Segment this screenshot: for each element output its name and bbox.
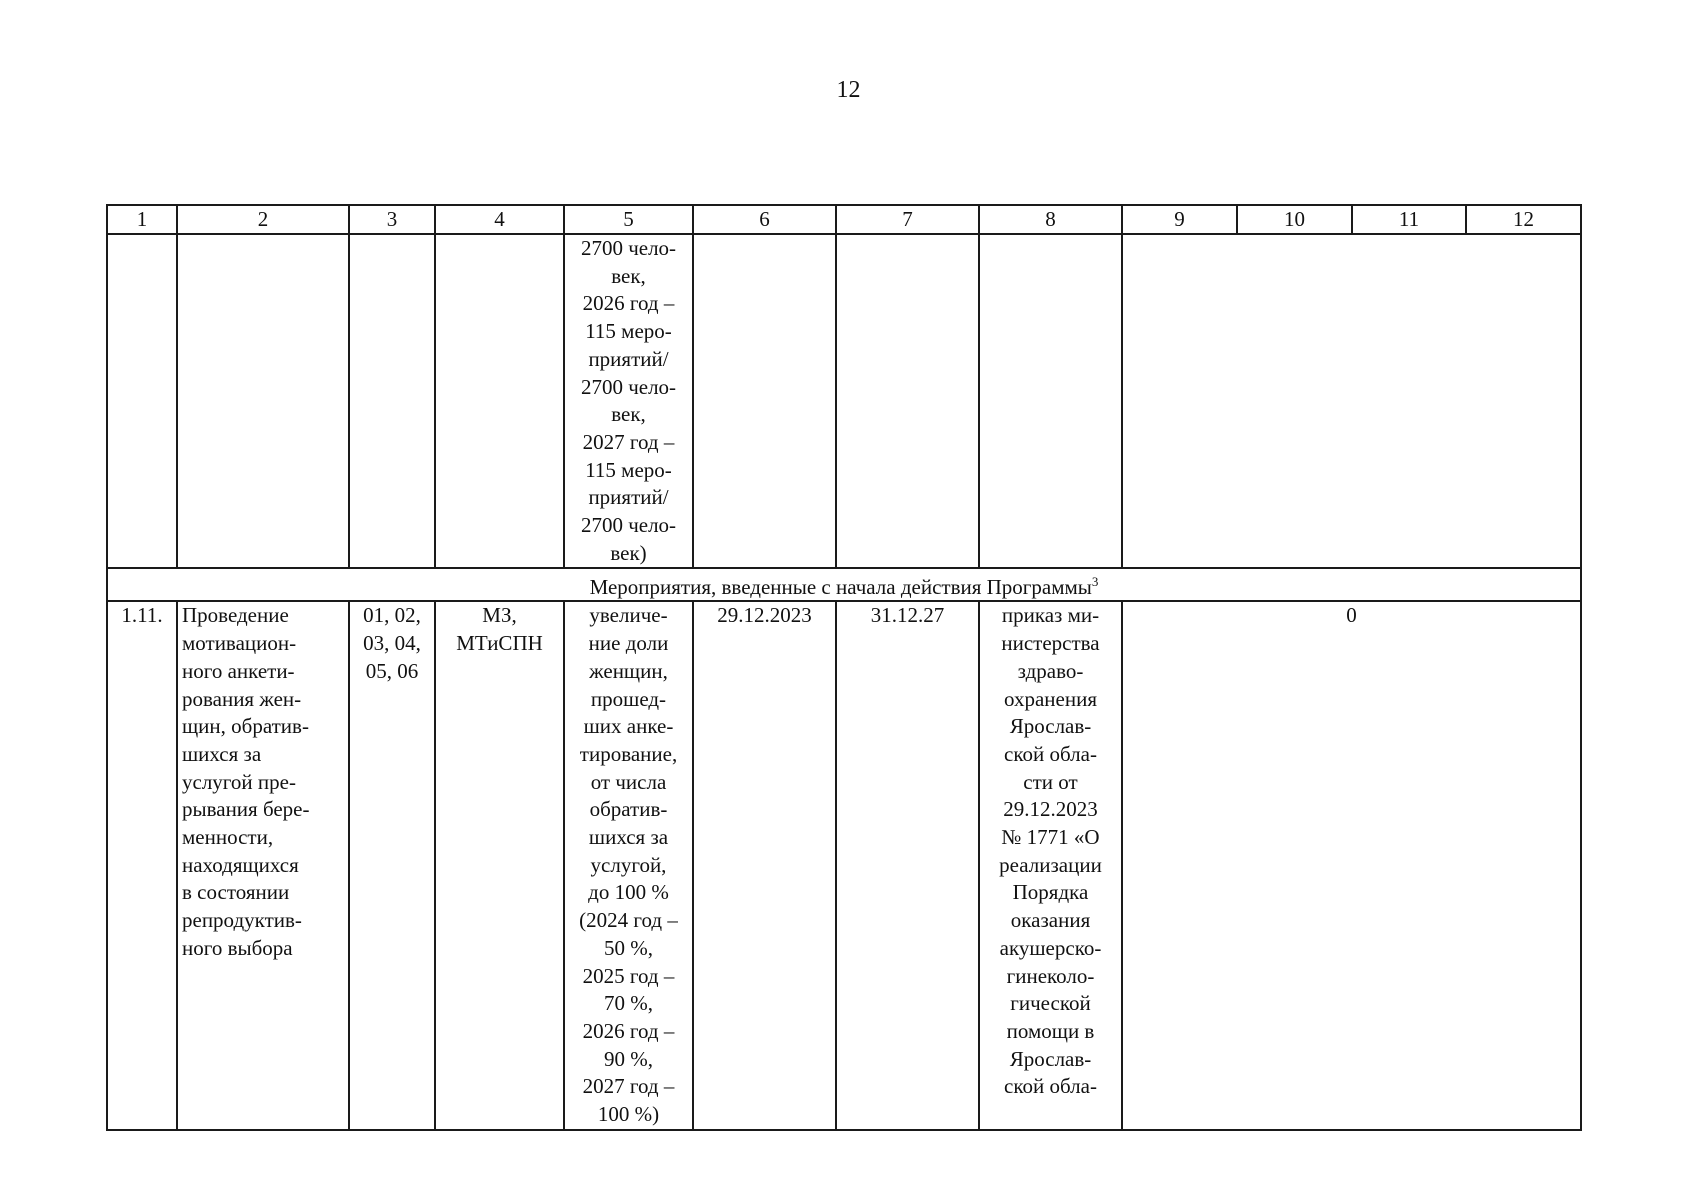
- activity-document: приказ ми- нистерства здраво- охранения Ярослав- ской обла- сти от 29.12.2023 № 1771 «О реализации Порядка оказания акушерско- гинеколо- гической помощи в Ярослав- ской обла-: [979, 601, 1122, 1129]
- cont-cell-1: [107, 234, 177, 568]
- column-header-8: 8: [979, 205, 1122, 234]
- column-header-12: 12: [1466, 205, 1581, 234]
- column-header-3: 3: [349, 205, 435, 234]
- cont-result-cell: 2700 чело- век, 2026 год – 115 меро- приятий/ 2700 чело- век, 2027 год – 115 меро- приятий/ 2700 чело- век): [564, 234, 693, 568]
- column-header-1: 1: [107, 205, 177, 234]
- column-header-7: 7: [836, 205, 979, 234]
- page-number: 12: [836, 77, 861, 103]
- row-number: 1.11.: [107, 601, 177, 1129]
- activity-codes: 01, 02, 03, 04, 05, 06: [349, 601, 435, 1129]
- column-header-2: 2: [177, 205, 349, 234]
- section-header-row: [107, 568, 1581, 601]
- section-footnote-mark: 3: [1091, 574, 1099, 590]
- activity-executors: МЗ, МТиСПН: [435, 601, 564, 1129]
- activity-row-1-11: [107, 601, 1581, 1129]
- column-header-4: 4: [435, 205, 564, 234]
- activity-name: Проведение мотивацион- ного анкети- рования жен- щин, обратив- шихся за услугой пре- рывания бере- менности, находящихся в состоянии репродуктив- ного выбора: [177, 601, 349, 1129]
- column-header-5: 5: [564, 205, 693, 234]
- program-activities-table: [106, 204, 1582, 1131]
- cont-cell-8: [979, 234, 1122, 568]
- activity-end-date: 31.12.27: [836, 601, 979, 1129]
- cont-funding-cell: [1122, 234, 1581, 568]
- cont-cell-4: [435, 234, 564, 568]
- activity-result: увеличе- ние доли женщин, прошед- ших анке- тирование, от числа обратив- шихся за услугой, до 100 % (2024 год – 50 %, 2025 год – 70 %, 2026 год – 90 %, 2027 год – 100 %): [564, 601, 693, 1129]
- cont-cell-2: [177, 234, 349, 568]
- column-header-10: 10: [1237, 205, 1352, 234]
- column-number-header-row: [107, 205, 1581, 234]
- cont-cell-3: [349, 234, 435, 568]
- cont-cell-7: [836, 234, 979, 568]
- section-title: Мероприятия, введенные с начала действия Программы: [589, 575, 1092, 600]
- column-header-11: 11: [1352, 205, 1466, 234]
- activity-funding: 0: [1122, 601, 1581, 1129]
- activity-start-date: 29.12.2023: [693, 601, 836, 1129]
- continuation-row: [107, 234, 1581, 568]
- section-title-cell: [107, 568, 1581, 601]
- column-header-9: 9: [1122, 205, 1237, 234]
- cont-cell-6: [693, 234, 836, 568]
- column-header-6: 6: [693, 205, 836, 234]
